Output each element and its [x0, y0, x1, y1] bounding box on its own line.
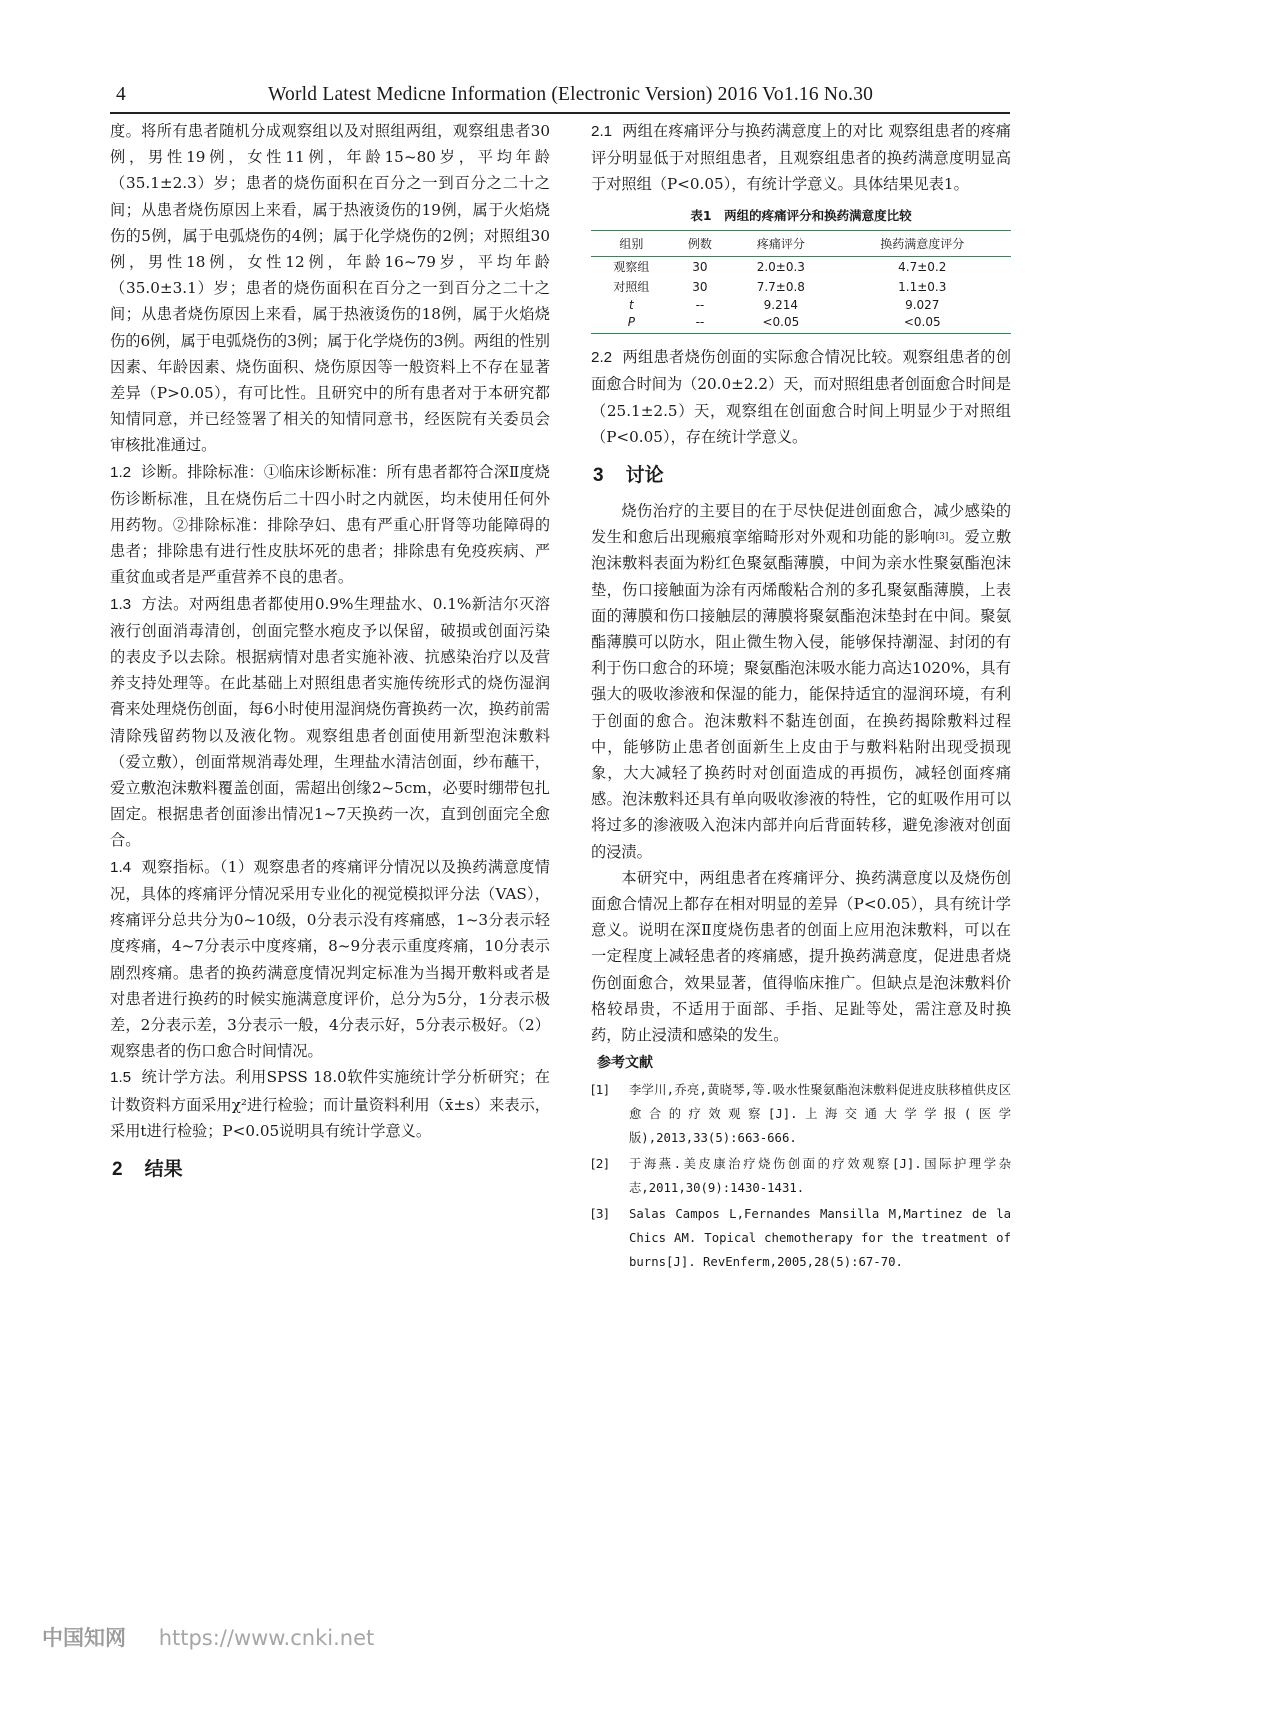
reference-text: 李学川,乔亮,黄晓琴,等.吸水性聚氨酯泡沫敷料促进皮肤移植供皮区愈合的疗效观察[J].上海交通大学学报(医学版),2013,33(5):663-666.: [629, 1083, 1011, 1146]
section-2-2-text: 两组患者烧伤创面的实际愈合情况比较。观察组患者的创面愈合时间为（20.0±2.2）天，而对照组患者创面愈合时间是（25.1±2.5）天，观察组在创面愈合时间上明显少于对照组（P<0.05），存在统计学意义。: [591, 348, 1012, 446]
table-row: [591, 314, 1011, 334]
section-number: 1.3: [110, 595, 132, 613]
section-1-2-text: 诊断。排除标准：①临床诊断标准：所有患者都符合深Ⅱ度烧伤诊断标准，且在烧伤后二十四小时之内就医，均未使用任何外用药物。②排除标准：排除孕妇、患有严重心肝肾等功能障碍的患者；排除患有进行性皮肤坏死的患者；排除患有免疫疾病、严重贫血或者是严重营养不良的患者。: [110, 462, 550, 587]
table-cell: <0.05: [834, 314, 1012, 334]
section-2-title: 结果: [144, 1157, 183, 1180]
section-number: 1.2: [110, 463, 132, 481]
section-number: 2.2: [591, 349, 613, 367]
reference-text: 于海燕.美皮康治疗烧伤创面的疗效观察[J].国际护理学杂志,2011,30(9):1430-1431.: [629, 1157, 1011, 1196]
table-cell: 1.1±0.3: [898, 279, 947, 294]
reference-item: [591, 1202, 1011, 1274]
table-cell: 4.7±0.2: [898, 259, 947, 274]
table-cell: 观察组: [613, 260, 650, 275]
discussion-paragraph-2: 本研究中，两组患者在疼痛评分、换药满意度以及烧伤创面愈合情况上都存在相对明显的差异（P<0.05），具有统计学意义。说明在深Ⅱ度烧伤患者的创面上应用泡沫敷料，可以在一定程度上减轻患者的疼痛感，提升换药满意度，促进患者烧伤创面愈合，效果显著，值得临床推广。但缺点是泡沫敷料价格较昂贵，不适用于面部、手指、足趾等处，需注意及时换药，防止浸渍和感染的发生。: [591, 868, 1011, 1044]
discussion-paragraph-1: [591, 498, 1011, 865]
running-header: [110, 78, 1010, 112]
section-3-heading: [593, 460, 1011, 490]
reference-item: [591, 1078, 1011, 1150]
table-cell: <0.05: [728, 314, 833, 334]
table-header-row: [591, 230, 1011, 256]
section-1-3-text: 方法。对两组患者都使用0.9%生理盐水、0.1%新洁尔灭溶液行创面消毒清创，创面完整水疱皮予以保留，破损或创面污染的表皮予以去除。根据病情对患者实施补液、抗感染治疗以及营养支持处理等。在此基础上对照组患者实施传统形式的烧伤湿润膏来处理烧伤创面，每6小时使用湿润烧伤膏换药一次，换药前需清除残留药物以及液化物。观察组患者创面使用新型泡沫敷料（爱立敷），创面常规消毒处理，生理盐水清洁创面，纱布蘸干，爱立敷泡沫敷料覆盖创面，需超出创缘2~5cm，必要时绷带包扎固定。根据患者创面渗出情况1~7天换药一次，直到创面完全愈合。: [110, 594, 550, 850]
table-cell: 30: [692, 259, 708, 274]
page-number: 4: [116, 84, 126, 105]
section-2-number: 2: [112, 1158, 123, 1180]
section-number: 1.5: [110, 1069, 132, 1087]
section-3-title: 讨论: [625, 463, 664, 486]
reference-text: Salas Campos L,Fernandes Mansilla M,Martinez de la Chics AM. Topical chemotherapy for the treatment of burns[J]. RevEnferm,2005,28(5):67-70.: [629, 1207, 1011, 1270]
right-column: [591, 118, 1011, 1276]
table-caption: 表1 两组的疼痛评分和换药满意度比较: [690, 207, 912, 223]
section-2-2: [591, 344, 1011, 450]
journal-title: World Latest Medicne Information (Electronic Version) 2016 Vo1.16 No.30: [268, 84, 874, 105]
table-cell: 7.7±0.8: [756, 279, 805, 294]
citation-ref: [3]: [935, 532, 949, 543]
table-row: [591, 297, 1011, 314]
table-cell: 2.0±0.3: [756, 259, 805, 274]
cnki-logo: 中国知网: [42, 1626, 126, 1650]
section-1-4-text: 观察指标。（1）观察患者的疼痛评分情况以及换药满意度情况，具体的疼痛评分情况采用专业化的视觉模拟评分法（VAS），疼痛评分总共分为0~10级，0分表示没有疼痛感，1~3分表示轻度疼痛，4~7分表示中度疼痛，8~9分表示重度疼痛，10分表示剧烈疼痛。患者的换药满意度情况判定标准为当揭开敷料或者是对患者进行换药的时候实施满意度评价，总分为5分，1分表示极差，2分表示差，3分表示一般，4分表示好，5分表示极好。（2）观察患者的伤口愈合时间情况。: [110, 857, 550, 1061]
section-1-4: [110, 854, 550, 1065]
table-header-cell: 例数: [672, 230, 728, 256]
left-column: [110, 118, 550, 1192]
table-cell: t: [628, 298, 634, 313]
section-1-5: [110, 1064, 550, 1144]
table-cell: 对照组: [613, 280, 650, 295]
section-1-3: [110, 591, 550, 854]
cnki-url: https://www.cnki.net: [158, 1626, 375, 1650]
results-table: [591, 230, 1011, 335]
reference-number: [1]: [591, 1083, 609, 1098]
table-header-cell: 组别: [591, 230, 672, 256]
references-heading: 参考文献: [597, 1055, 653, 1072]
section-number: 2.1: [591, 123, 613, 140]
table-cell: P: [591, 314, 672, 334]
table-header-cell: 换药满意度评分: [834, 230, 1012, 256]
section-1-2: [110, 459, 550, 591]
table-header-cell: 疼痛评分: [728, 230, 833, 256]
table-cell: 9.214: [763, 298, 799, 313]
section-2-1: [591, 118, 1011, 198]
table-cell: --: [672, 314, 728, 334]
table-cell: 9.027: [905, 298, 940, 313]
discussion-text-1a: 烧伤治疗的主要目的在于尽快促进创面愈合，减少感染的发生和愈后出现瘢痕挛缩畸形对外观和功能的影响: [591, 501, 1011, 547]
cnki-watermark: [42, 1622, 374, 1652]
section-2-1-text: 两组在疼痛评分与换药满意度上的对比 观察组患者的疼痛评分明显低于对照组患者，且观察组患者的换药满意度明显高于对照组（P<0.05），有统计学意义。具体结果见表1。: [591, 122, 1011, 194]
reference-number: [2]: [591, 1157, 609, 1172]
table-row: [591, 277, 1011, 297]
reference-number: [3]: [591, 1207, 609, 1222]
table-cell: 30: [692, 279, 708, 294]
table-cell: --: [695, 298, 705, 313]
paragraph-general-data: 度。将所有患者随机分成观察组以及对照组两组，观察组患者30例，男性19例，女性11例，年龄15~80岁，平均年龄（35.1±2.3）岁；患者的烧伤面积在百分之一到百分之二十之间；从患者烧伤原因上来看，属于热液烫伤的19例，属于火焰烧伤的5例，属于电弧烧伤的4例；属于化学烧伤的2例；对照组30例，男性18例，女性12例，年龄16~79岁，平均年龄（35.0±3.1）岁；患者的烧伤面积在百分之一到百分之二十之间；从患者烧伤原因上来看，属于热液烫伤的18例，属于火焰烧伤的6例，属于电弧烧伤的3例；属于化学烧伤的3例。两组的性别因素、年龄因素、烧伤面积、烧伤原因等一般资料上不存在显著差异（P>0.05），有可比性。且研究中的所有患者对于本研究都知情同意，并已经签署了相关的知情同意书，经医院有关委员会审核批准通过。: [110, 122, 550, 455]
section-number: 1.4: [110, 858, 132, 876]
section-1-5-text: 统计学方法。利用SPSS 18.0软件实施统计学分析研究；在计数资料方面采用χ²进行检验；而计量资料利用（x̄±s）来表示，采用t进行检验；P<0.05说明具有统计学意义。: [110, 1068, 550, 1140]
discussion-text-1b: 。爱立敷泡沫敷料表面为粉红色聚氨酯薄膜，中间为亲水性聚氨酯泡沫垫，伤口接触面为涂有丙烯酸粘合剂的多孔聚氨酯薄膜，上表面的薄膜和伤口接触层的薄膜将聚氨酯泡沫垫封在中间。聚氨酯薄膜可以防水，阻止微生物入侵，能够保持潮湿、封闭的有利于伤口愈合的环境；聚氨酯泡沫吸水能力高达1020%，具有强大的吸收渗液和保湿的能力，能保持适宜的湿润环境，有利于创面的愈合。泡沫敷料不黏连创面，在换药揭除敷料过程中，能够防止患者创面新生上皮由于与敷料粘附出现受损现象，大大减轻了换药时对创面造成的再损伤，减轻创面疼痛感。泡沫敷料还具有单向吸收渗液的特性，它的虹吸作用可以将过多的渗液吸入泡沫内部并向后背面转移，避免渗液对创面的浸渍。: [591, 528, 1012, 861]
section-2-heading: [112, 1154, 550, 1184]
reference-item: [591, 1152, 1011, 1200]
section-3-number: 3: [593, 464, 604, 486]
header-rule: [110, 112, 1010, 114]
table-row: [591, 256, 1011, 277]
